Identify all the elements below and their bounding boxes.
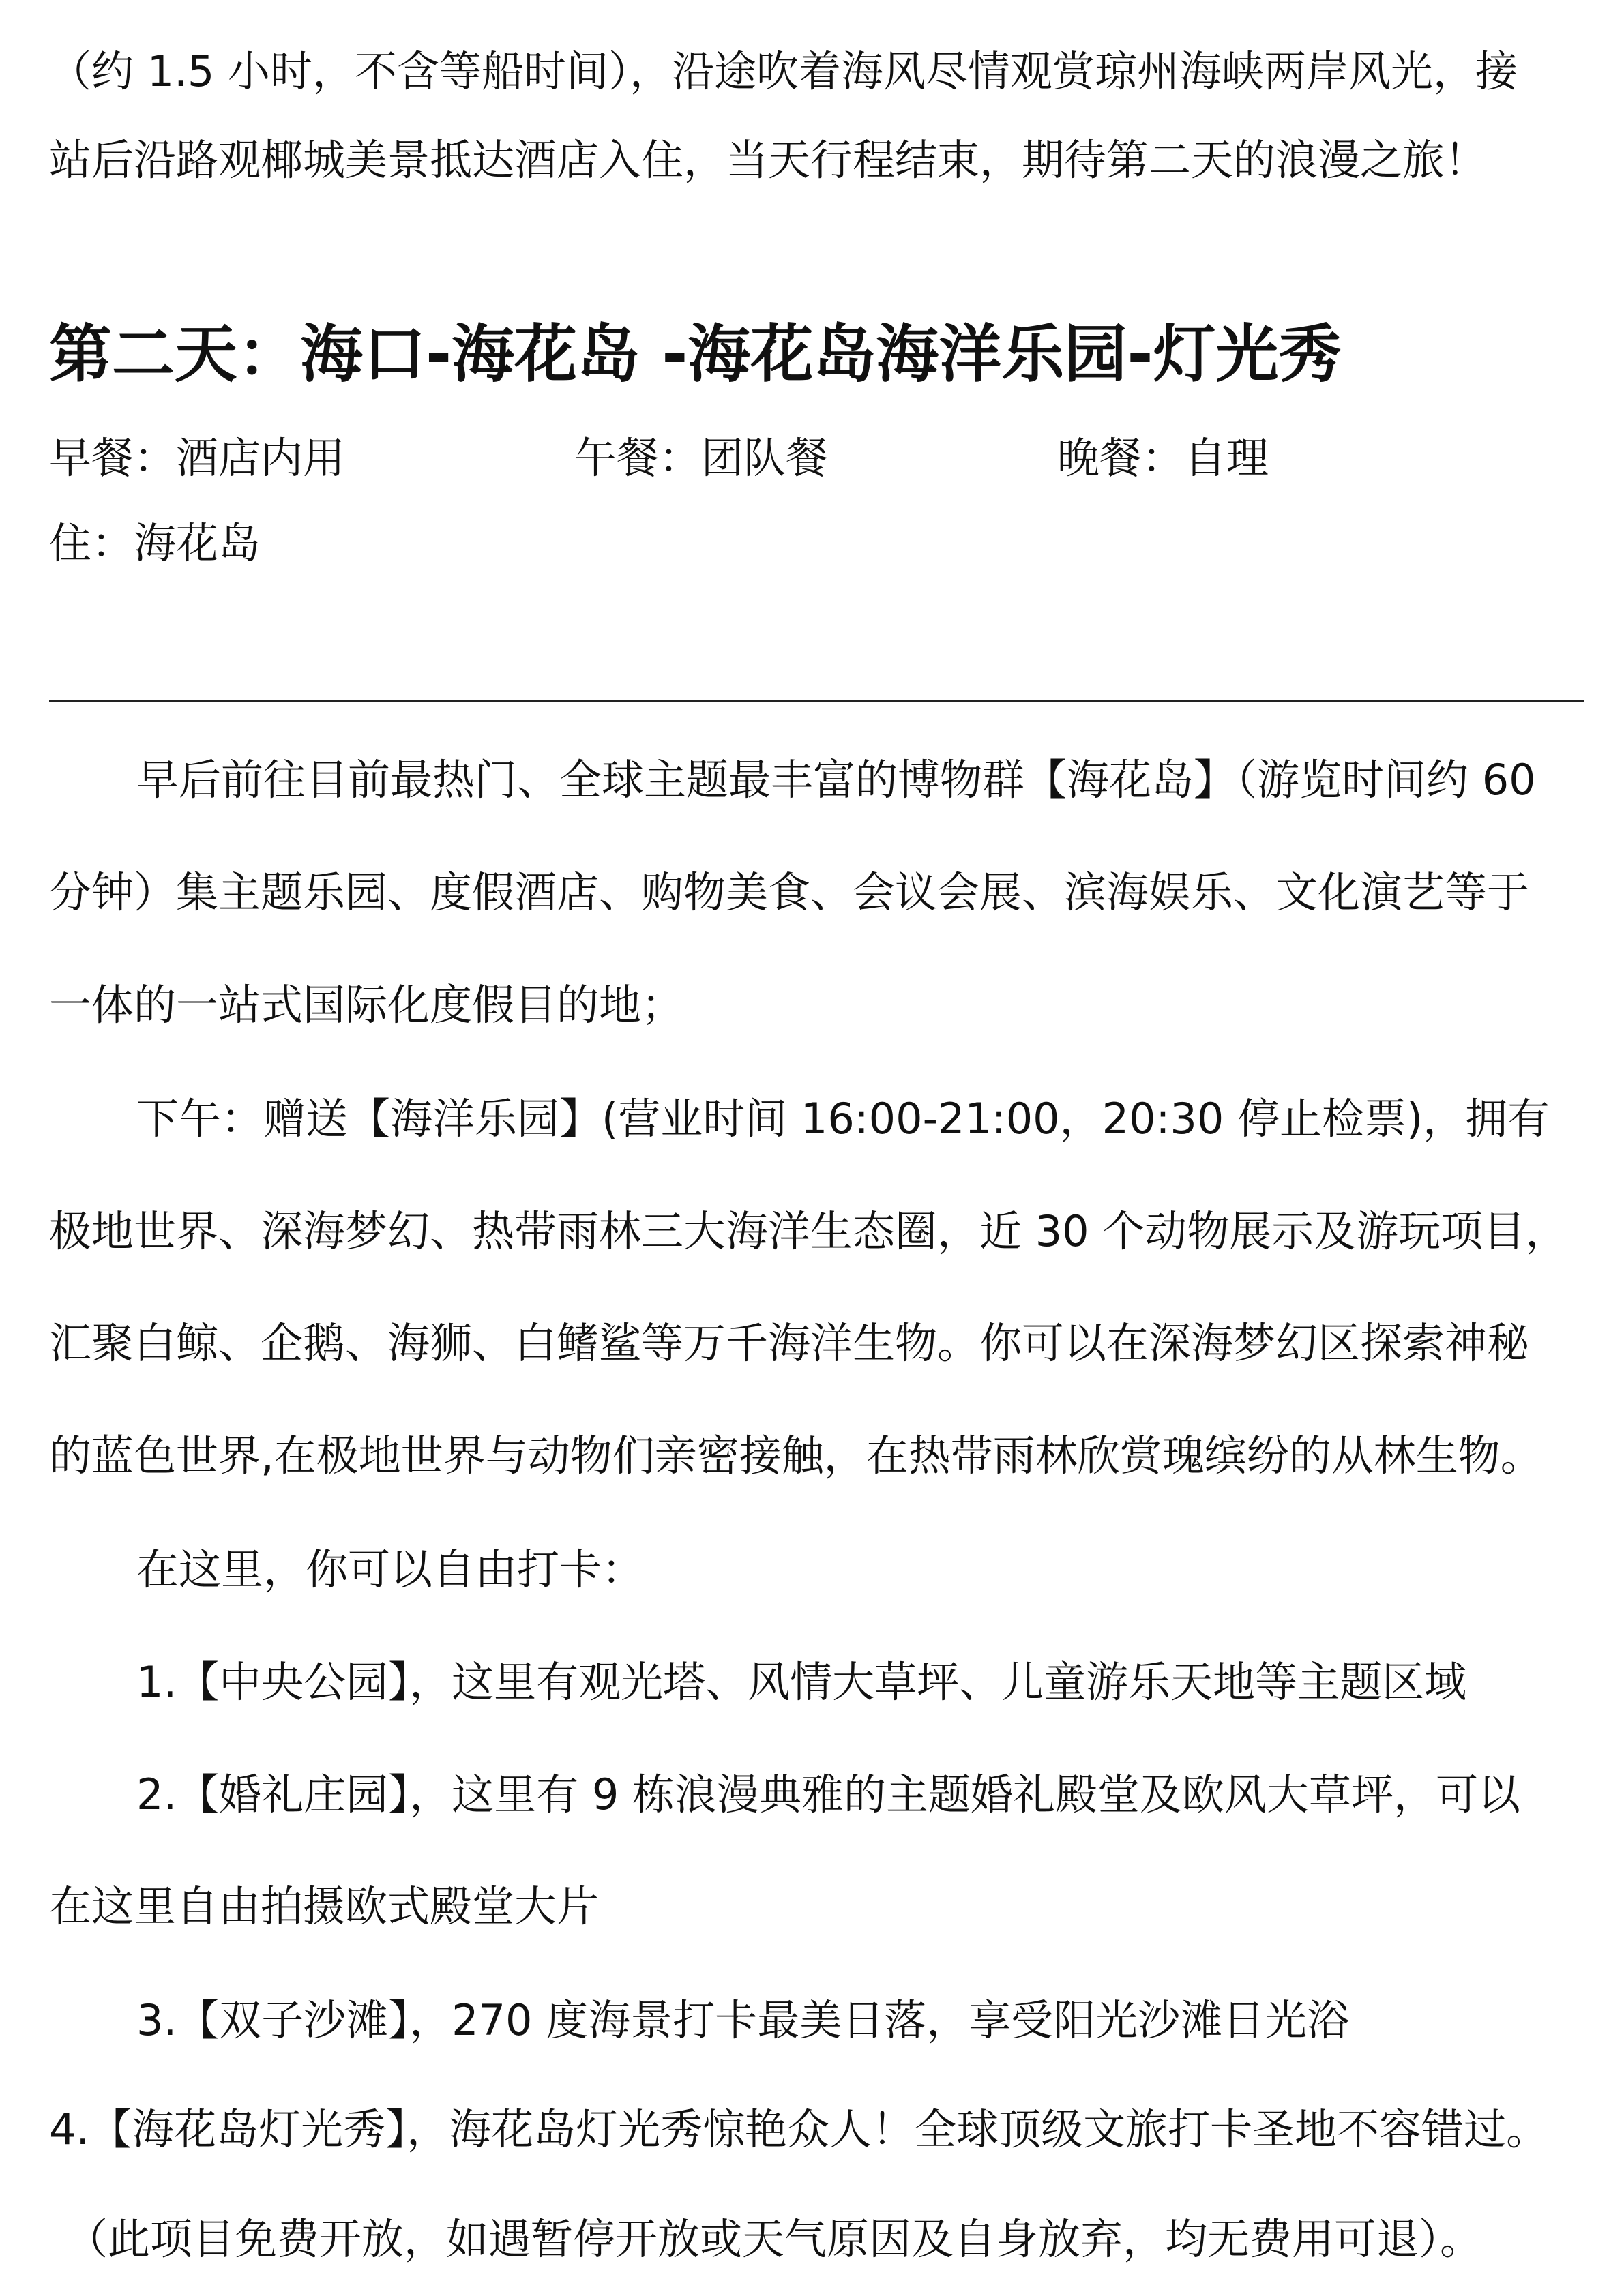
dinner-info: 晚餐：自理 [1057, 433, 1269, 483]
intro-line-1: （约 1.5 小时，不含等船时间），沿途吹着海风尽情观赏琼州海峡两岸风光，接 [49, 46, 1518, 96]
document-page [49, 0, 1584, 2296]
paragraph-2-line-4: 的蓝色世界,在极地世界与动物们亲密接触，在热带雨林欣赏瑰缤纷的从林生物。 [49, 1431, 1543, 1480]
day-heading: 第二天：海口-海花岛 -海花岛海洋乐园-灯光秀 [49, 318, 1342, 391]
free-entry-note: （此项目免费开放，如遇暂停开放或天气原因及自身放弃，均无费用可退）。 [65, 2214, 1483, 2264]
paragraph-1-line-3: 一体的一站式国际化度假目的地； [49, 980, 684, 1030]
paragraph-2-line-2: 极地世界、深海梦幻、热带雨林三大海洋生态圈，近 30 个动物展示及游玩项目， [49, 1206, 1568, 1256]
list-item-4: 4.【海花岛灯光秀】，海花岛灯光秀惊艳众人！全球顶级文旅打卡圣地不容错过。 [49, 2104, 1549, 2154]
list-item-3: 3.【双子沙滩】，270 度海景打卡最美日落，享受阳光沙滩日光浴 [136, 1995, 1350, 2045]
paragraph-1-line-1: 早后前往目前最热门、全球主题最丰富的博物群【海花岛】（游览时间约 60 [136, 755, 1536, 805]
accommodation-info: 住：海花岛 [49, 518, 261, 568]
list-item-1: 1.【中央公园】，这里有观光塔、风情大草坪、儿童游乐天地等主题区域 [136, 1657, 1467, 1707]
list-item-2-line-1: 2.【婚礼庄园】，这里有 9 栋浪漫典雅的主题婚礼殿堂及欧风大草坪，可以 [136, 1770, 1521, 1819]
lunch-info: 午餐：团队餐 [574, 433, 829, 483]
list-item-2-line-2: 在这里自由拍摄欧式殿堂大片 [49, 1881, 600, 1931]
intro-line-2: 站后沿路观椰城美景抵达酒店入住，当天行程结束，期待第二天的浪漫之旅！ [49, 135, 1488, 185]
paragraph-2-line-1: 下午：赠送【海洋乐园】(营业时间 16:00-21:00，20:30 停止检票)，拥有 [136, 1094, 1550, 1144]
breakfast-info: 早餐：酒店内用 [49, 433, 346, 483]
checkin-intro: 在这里，你可以自由打卡： [136, 1545, 645, 1594]
divider [49, 700, 1584, 702]
paragraph-1-line-2: 分钟）集主题乐园、度假酒店、购物美食、会议会展、滨海娱乐、文化演艺等于 [49, 867, 1530, 917]
paragraph-2-line-3: 汇聚白鲸、企鹅、海狮、白鳍鲨等万千海洋生物。你可以在深海梦幻区探索神秘 [49, 1318, 1530, 1368]
